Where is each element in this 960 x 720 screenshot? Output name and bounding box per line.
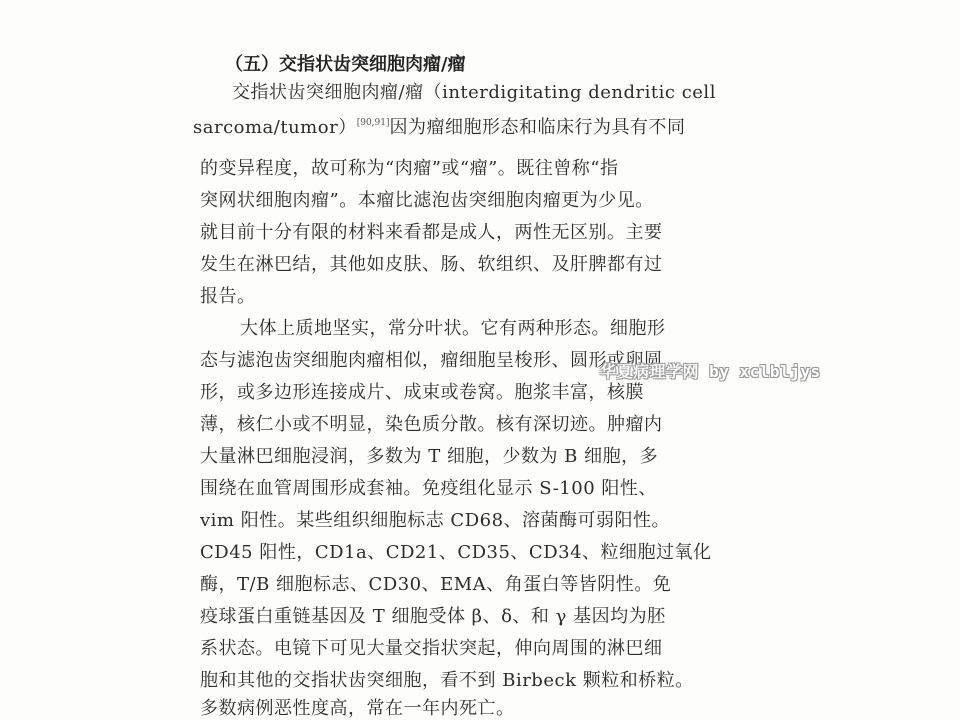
paragraph-line: 就目前十分有限的材料来看都是成人，两性无区别。主要 [200,222,663,243]
paragraph-line: CD45 阳性，CD1a、CD21、CD35、CD34、粒细胞过氧化 [200,542,712,563]
intro-line-2 [193,112,686,139]
paragraph-line: vim 阳性。某些组织细胞标志 CD68、溶菌酶可弱阳性。 [200,510,671,531]
intro-line-1: 交指状齿突细胞肉瘤/瘤（interdigitating dendritic cell [232,82,716,103]
watermark-text: 华夏病理学网 by xclbljys [600,362,821,381]
intro-line-2-start: sarcoma/tumor） [193,117,357,138]
intro-line-2-end: 因为瘤细胞形态和临床行为具有不同 [389,117,686,138]
paragraph-line: 态与滤泡齿突细胞肉瘤相似，瘤细胞呈梭形、圆形或卵圆 [200,350,663,371]
paragraph-line: 酶，T/B 细胞标志、CD30、EMA、角蛋白等皆阴性。免 [200,574,672,595]
paragraph-line: 胞和其他的交指状齿突细胞，看不到 Birbeck 颗粒和桥粒。 [200,670,694,691]
paragraph-line: 系状态。电镜下可见大量交指状突起，伸向周围的淋巴细 [200,638,663,659]
paragraph-line: 报告。 [200,286,256,307]
citation-ref: [90,91] [356,118,390,128]
paragraph-line: 的变异程度，故可称为“肉瘤”或“瘤”。既往曾称“指 [200,158,619,179]
paragraph-line: 发生在淋巴结，其他如皮肤、肠、软组织、及肝脾都有过 [200,254,663,275]
paragraph-line: 多数病例恶性度高，常在一年内死亡。 [200,698,515,719]
paragraph-line: 大量淋巴细胞浸润，多数为 T 细胞，少数为 B 细胞，多 [200,446,659,467]
section-heading: （五）交指状齿突细胞肉瘤/瘤 [225,54,466,75]
paragraph-line: 薄，核仁小或不明显，染色质分散。核有深切迹。肿瘤内 [200,414,663,435]
paragraph-line: 疫球蛋白重链基因及 T 细胞受体 β、δ、和 γ 基因均为胚 [200,606,666,627]
paragraph-line: 形，或多边形连接成片、成束或卷窝。胞浆丰富，核膜 [200,382,644,403]
paragraph-line: 围绕在血管周围形成套袖。免疫组化显示 S-100 阳性、 [200,478,657,499]
paragraph-line: 突网状细胞肉瘤”。本瘤比滤泡齿突细胞肉瘤更为少见。 [200,190,654,211]
paragraph-line: 大体上质地坚实，常分叶状。它有两种形态。细胞形 [240,318,666,339]
